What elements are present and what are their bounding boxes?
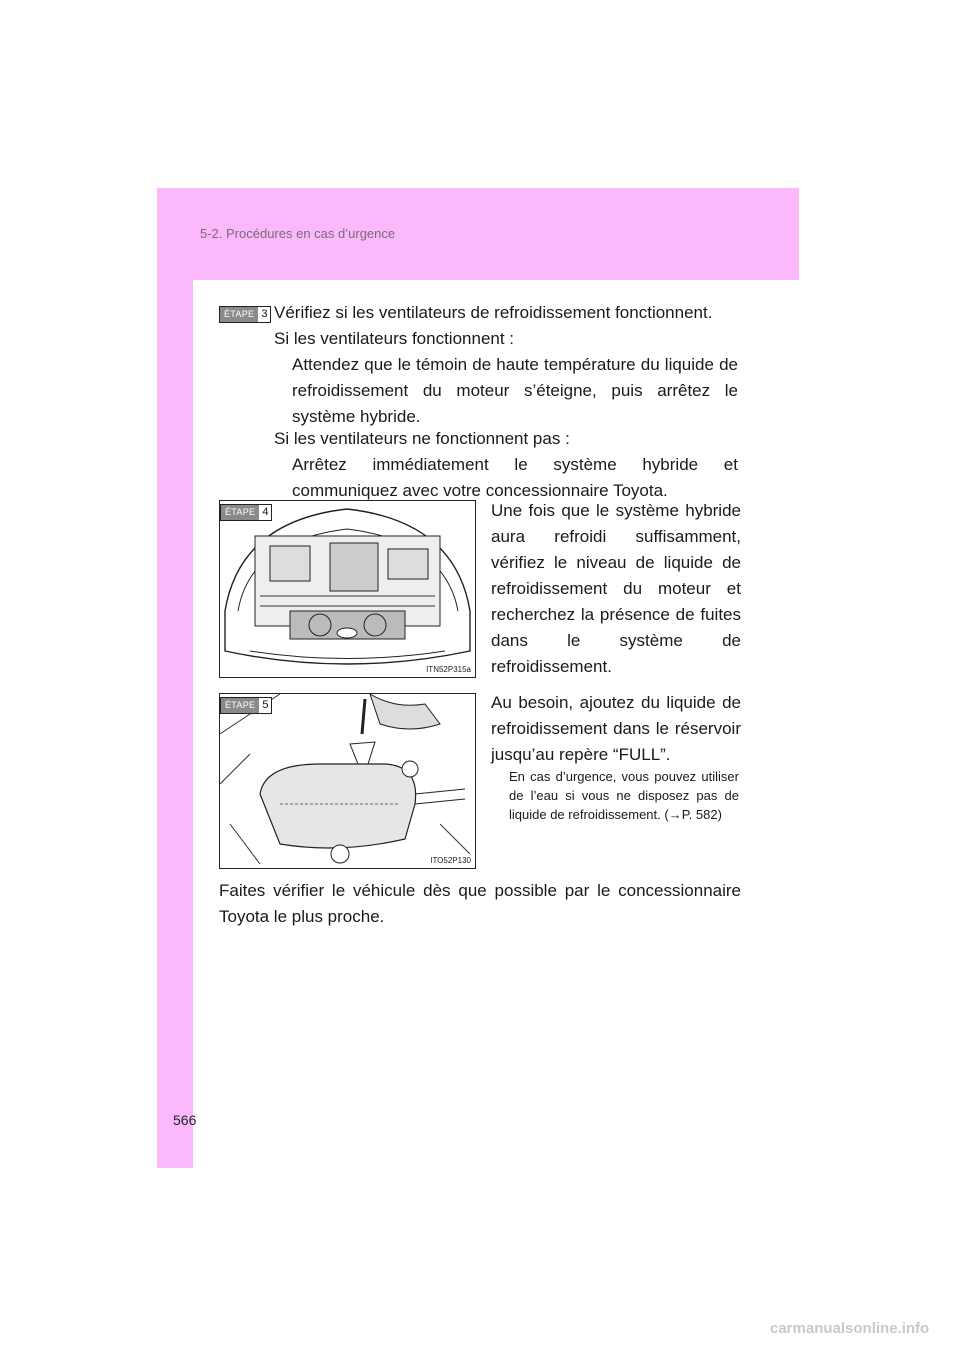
footer-watermark: carmanualsonline.info — [770, 1320, 930, 1337]
step-badge-4 — [220, 504, 272, 521]
coolant-reservoir-figure — [219, 693, 476, 869]
engine-bay-illustration — [220, 501, 475, 677]
step-number: 3 — [261, 308, 268, 320]
coolant-reservoir-illustration — [220, 694, 475, 868]
engine-bay-figure — [219, 500, 476, 678]
step-badge-3 — [219, 306, 271, 323]
figure-code: ITO52P130 — [430, 856, 471, 865]
step-number: 4 — [262, 506, 269, 518]
step3-case1-text: Attendez que le témoin de haute température du liquide de refroidissement du moteur s’éteigne, puis arrêtez le système hybride. — [292, 355, 738, 426]
step3-case2-title: Si les ventilateurs ne fonctionnent pas : — [274, 429, 570, 448]
closing-text: Faites vérifier le véhicule dès que possible par le concessionnaire Toyota le plus proche. — [219, 881, 741, 926]
step3-case2-text: Arrêtez immédiatement le système hybride et communiquez avec votre concessionnaire Toyota. — [292, 455, 738, 500]
section-title: 5-2. Procédures en cas d’urgence — [200, 226, 396, 241]
step-label: ÉTAPE — [221, 505, 259, 520]
page-number: 566 — [173, 1112, 197, 1128]
step-label: ÉTAPE — [221, 698, 259, 713]
side-color-strip — [157, 188, 193, 1168]
step5-note: En cas d’urgence, vous pouvez utiliser de l’eau si vous ne disposez pas de liquide de refroidissement. (→P. 582) — [509, 769, 739, 822]
step3-main-text: Vérifiez si les ventilateurs de refroidissement fonctionnent. — [274, 303, 713, 322]
step-badge-5 — [220, 697, 272, 714]
step5-text: Au besoin, ajoutez du liquide de refroidissement dans le réservoir jusqu’au repère “FULL”. — [491, 693, 741, 764]
figure-code: ITN52P315a — [426, 665, 471, 674]
step3-case1-title: Si les ventilateurs fonctionnent : — [274, 329, 515, 348]
step-number: 5 — [262, 699, 269, 711]
step-label: ÉTAPE — [220, 307, 258, 322]
step4-text: Une fois que le système hybride aura refroidi suffisamment, vérifiez le niveau de liquide de refroidissement du moteur et recherchez la présence de fuites dans le système de refroidissement. — [491, 501, 741, 676]
